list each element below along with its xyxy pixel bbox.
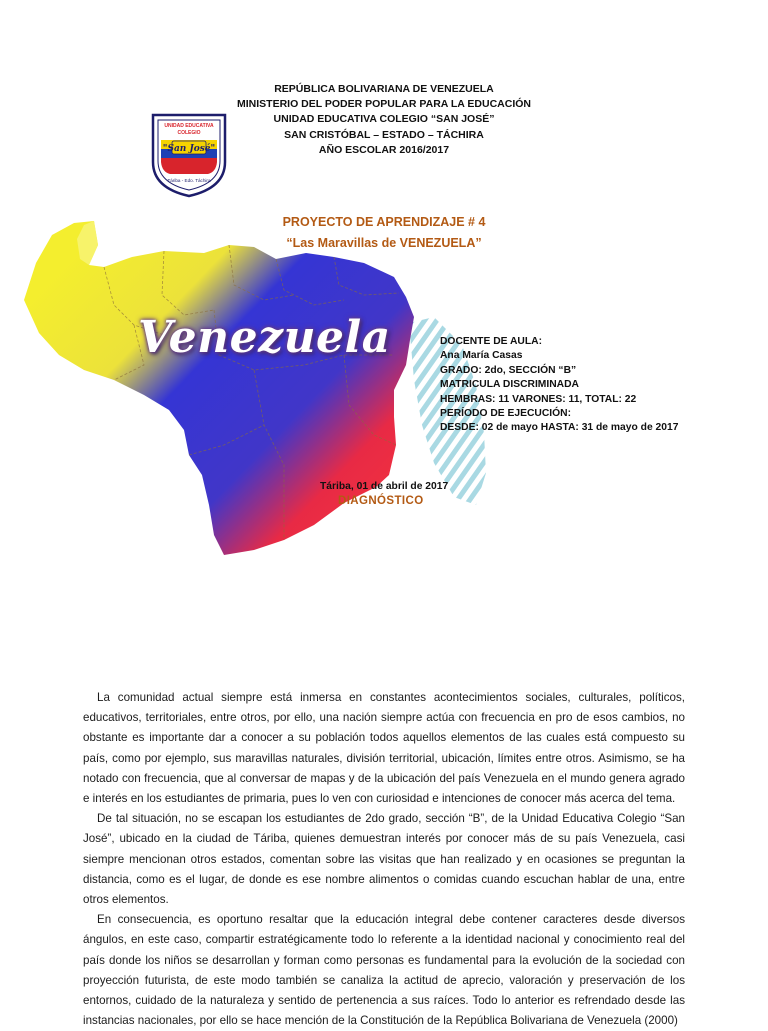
header-line-republic: REPÚBLICA BOLIVARIANA DE VENEZUELA [274,83,494,95]
enrollment-label: MATRICULA DISCRIMINADA [440,379,579,391]
svg-text:"San José": "San José" [162,144,216,154]
project-subtitle: “Las Maravillas de VENEZUELA” [286,236,482,250]
svg-text:COLEGIO: COLEGIO [177,130,201,136]
teacher-name: Ana María Casas [440,350,523,362]
section-title: DIAGNÓSTICO [338,495,424,507]
body-paragraph: En consecuencia, es oportuno resaltar que la educación integral debe contener caracteres desde diversos ángulos, en este caso, compartir estratégicamente todo lo referente a la identidad nacional y conocimiento real del país donde los niños se desarrollan y forman como personas es fundamental para la evolución de la sociedad con proyección futurista, de este modo también se canaliza la actitud de aprecio, valoración y preservación de los entornos, cuidado de la naturaleza y sentido de pertenencia a sus raíces. Todo lo anterior es refrendado desde las instancias nacionales, por ello se hace mención de la Constitución de la República Bolivariana de Venezuela (2000) [83,913,685,1028]
enrollment-counts: HEMBRAS: 11 VARONES: 11, TOTAL: 22 [440,393,637,405]
project-title: PROYECTO DE APRENDIZAJE # 4 [282,215,486,229]
school-logo [150,112,228,198]
school-crest-icon [150,112,228,198]
body-paragraph: De tal situación, no se escapan los estudiantes de 2do grado, sección “B”, de la Unidad Educativa Colegio “San José”, ubicado en la ciudad de Táriba, quienes demuestran interés por conocer más de su país Venezuela, casi siempre mencionan otros estados, comentan sobre las visitas que han realizado y en ocasiones se preguntan la distancia, como es el lugar, de donde es ese nombre alimentos o comidas cuando escuchan hablar de una, entre otros elementos. [83,812,685,907]
teacher-label: DOCENTE DE AULA: [440,336,543,347]
body-paragraph: La comunidad actual siempre está inmersa en constantes acontecimientos sociales, culturales, políticos, educativos, territoriales, entre otros, por ello, una nación siempre actúa con frecuencia en pro de esos cambios, no obstante es importante dar a conocer a su población todos aquellos elementos de las cuales está compuesto su país, como por ejemplo, sus maravillas naturales, división territorial, ubicación, límites entre otros. Asimismo, se ha notado con frecuencia, que al conversar de mapas y de la ubicación del país Venezuela en el mundo genera agrado e interés en los estudiantes de primaria, pues lo ven con curiosidad e intenciones de conocer más acerca del tema. [83,691,685,806]
venezuela-map [14,205,494,565]
header-line-school: UNIDAD EDUCATIVA COLEGIO “SAN JOSÉ” [273,113,495,126]
svg-text:UNIDAD EDUCATIVA: UNIDAD EDUCATIVA [164,123,214,129]
course-info [440,335,678,436]
svg-text:Táriba - Edo. Táchira: Táriba - Edo. Táchira [167,178,211,183]
header-line-ministry: MINISTERIO DEL PODER POPULAR PARA LA EDUCACIÓN [236,98,531,111]
venezuela-wordmark: Venezuela [138,312,391,363]
grade-section: GRADO: 2do, SECCIÓN “B” [440,364,577,376]
venezuela-map-icon [14,205,494,565]
institution-header [0,82,768,158]
place-date: Táriba, 01 de abril de 2017 [320,481,449,492]
header-line-city: SAN CRISTÓBAL – ESTADO – TÁCHIRA [284,128,484,141]
period-label: PERÍODO DE EJECUCIÓN: [440,408,572,420]
diagnosis-body [83,688,685,1031]
header-line-school-year: AÑO ESCOLAR 2016/2017 [318,143,450,156]
period-dates: DESDE: 02 de mayo HASTA: 31 de mayo de 2017 [440,422,679,434]
